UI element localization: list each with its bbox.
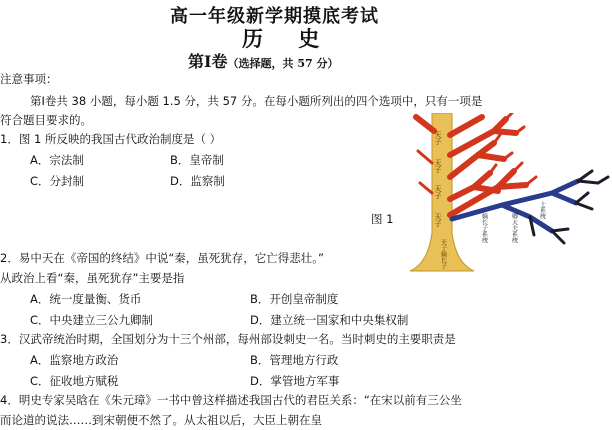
q2-stem-1: 2．易中天在《帝国的终结》中说“秦，虽死犹存，它亡得悲壮。” <box>0 251 324 265</box>
subject-title: 历 史 <box>242 26 334 51</box>
q1-option-a: A．宗法制 <box>30 153 84 167</box>
trunk-label-2: 天子 <box>434 159 442 173</box>
q2-stem-2: 从政治上看“秦，虽死犹存”主要是指 <box>0 271 185 285</box>
branch-label-1: 嫡长子系统 <box>480 213 488 243</box>
q2-option-d: D．建立统一国家和中央集权制 <box>250 313 409 327</box>
root-label: 天子嫡长子 <box>439 239 447 269</box>
q4-stem-2: 而论道的说法……到宋朝便不然了。从太祖以后，大臣上朝在皇 <box>0 413 322 427</box>
tree-figure <box>402 113 612 275</box>
notice-label: 注意事项： <box>0 72 58 86</box>
branch-label-3: 卿大夫系统 <box>510 213 518 243</box>
trunk-label-1: 天子 <box>434 131 442 145</box>
part-heading <box>188 49 338 72</box>
q3-option-c: C．征收地方赋税 <box>30 374 119 388</box>
part-main: 第Ⅰ卷 <box>188 52 228 71</box>
trunk-label-4: 天子 <box>434 213 442 227</box>
notice-line-2: 符合题目要求的。 <box>0 113 92 127</box>
figure-caption: 图 1 <box>371 212 394 226</box>
q4-stem-1: 4．明史专家吴晗在《朱元璋》一书中曾这样描述我国古代的君臣关系：“在宋以前有三公坐 <box>0 393 462 407</box>
trunk-label-3: 天子 <box>434 185 442 199</box>
q1-option-d: D．监察制 <box>170 174 225 188</box>
q3-option-d: D．掌管地方军事 <box>250 374 340 388</box>
q3-option-a: A．监察地方政治 <box>30 353 119 367</box>
part-note: （选择题，共 57 分） <box>227 57 339 70</box>
exam-title: 高一年级新学期摸底考试 <box>170 6 379 27</box>
q2-option-c: C．中央建立三公九卿制 <box>30 313 154 327</box>
branch-label-2: 士系统 <box>538 201 546 219</box>
notice-line-1: 第Ⅰ卷共 38 小题，每小题 1.5 分，共 57 分。在每小题所列出的四个选项中，只有一项是 <box>30 94 483 108</box>
q1-option-c: C．分封制 <box>30 174 85 188</box>
q3-stem: 3．汉武帝统治时期，全国划分为十三个州部，每州部设刺史一名。当时刺史的主要职责是 <box>0 332 456 346</box>
q2-option-a: A．统一度量衡、货币 <box>30 292 142 306</box>
q1-option-b: B．皇帝制 <box>170 153 224 167</box>
q3-option-b: B．管理地方行政 <box>250 353 339 367</box>
q1-stem: 1．图 1 所反映的我国古代政治制度是（ ） <box>0 132 222 146</box>
q2-option-b: B．开创皇帝制度 <box>250 292 339 306</box>
